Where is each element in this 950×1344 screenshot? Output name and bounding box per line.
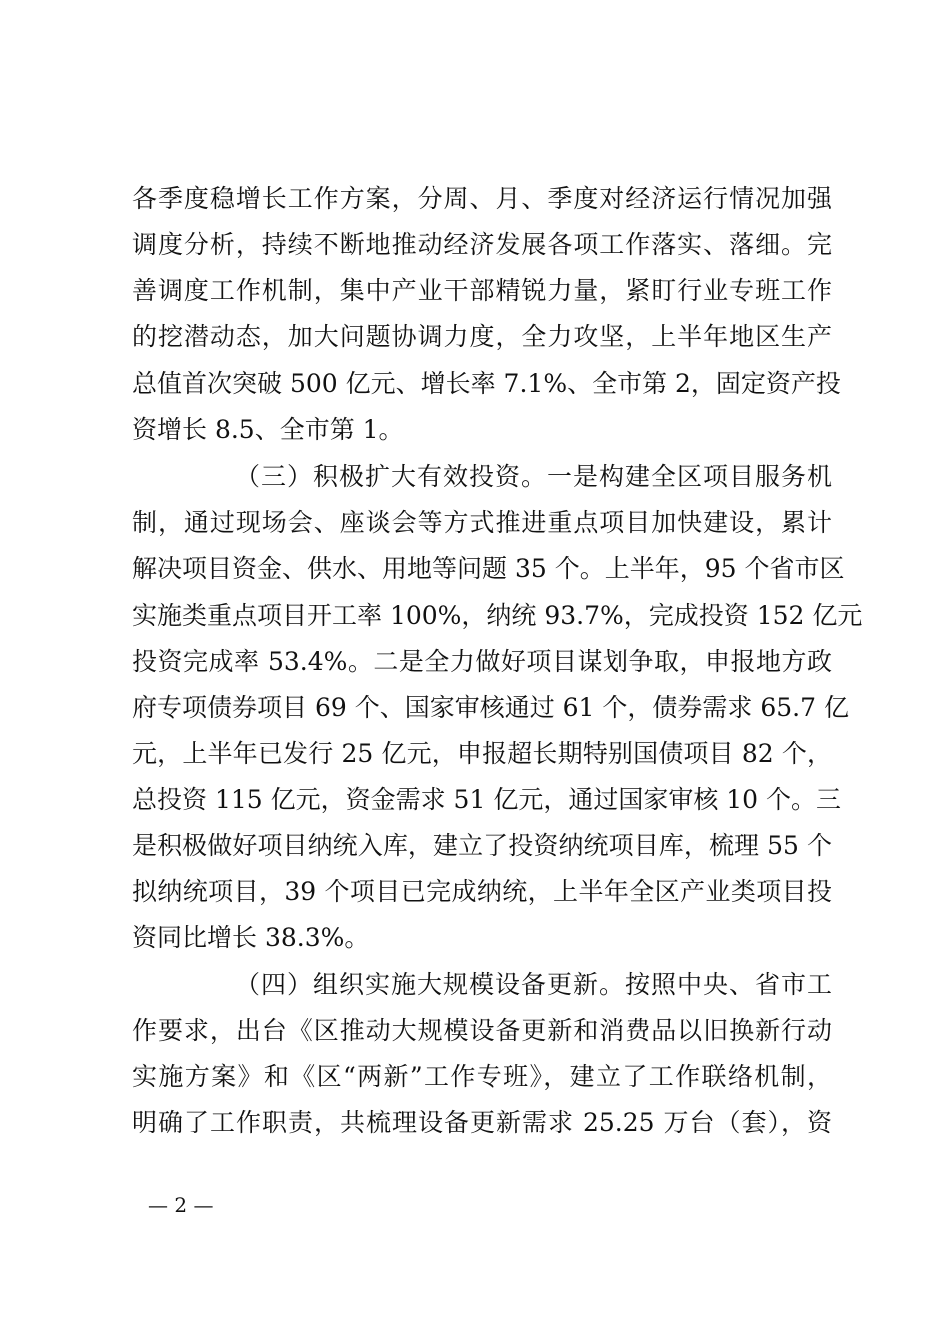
text-line: 各季度稳增长工作方案，分周、月、季度对经济运行情况加强 [132, 184, 832, 213]
text-line: 总投资 115 亿元，资金需求 51 亿元，通过国家审核 10 个。三 [132, 785, 842, 814]
text-line: 元，上半年已发行 25 亿元，申报超长期特别国债项目 82 个， [132, 739, 832, 768]
text-line: 明确了工作职责，共梳理设备更新需求 25.25 万台（套），资 [132, 1108, 832, 1137]
text-line: 善调度工作机制，集中产业干部精锐力量，紧盯行业专班工作 [132, 276, 832, 305]
text-line: 是积极做好项目纳统入库，建立了投资纳统项目库，梳理 55 个 [132, 831, 832, 860]
text-line: 解决项目资金、供水、用地等问题 35 个。上半年，95 个省市区 [132, 554, 845, 583]
page-number: — 2 — [148, 1193, 214, 1217]
text-line: 总值首次突破 500 亿元、增长率 7.1%、全市第 2，固定资产投 [132, 369, 841, 398]
text-line: 制，通过现场会、座谈会等方式推进重点项目加快建设，累计 [132, 508, 832, 537]
text-line: 的挖潜动态，加大问题协调力度，全力攻坚，上半年地区生产 [132, 322, 832, 351]
text-line: 拟纳统项目，39 个项目已完成纳统，上半年全区产业类项目投 [132, 877, 832, 906]
section-heading-line: （四）组织实施大规模设备更新。按照中央、省市工 [235, 970, 832, 999]
text-line: 投资完成率 53.4%。二是全力做好项目谋划争取，申报地方政 [132, 647, 832, 676]
text-line: 府专项债券项目 69 个、国家审核通过 61 个，债券需求 65.7 亿 [132, 693, 849, 722]
text-line: 实施类重点项目开工率 100%，纳统 93.7%，完成投资 152 亿元 [132, 601, 863, 630]
text-line: 资增长 8.5、全市第 1。 [132, 415, 404, 444]
text-line: 实施方案》和《区“两新”工作专班》，建立了工作联络机制， [132, 1062, 832, 1091]
text-line: 作要求，出台《区推动大规模设备更新和消费品以旧换新行动 [132, 1016, 832, 1045]
section-heading-line: （三）积极扩大有效投资。一是构建全区项目服务机 [235, 462, 832, 491]
text-line: 调度分析，持续不断地推动经济发展各项工作落实、落细。完 [132, 230, 832, 259]
text-line: 资同比增长 38.3%。 [132, 923, 370, 952]
